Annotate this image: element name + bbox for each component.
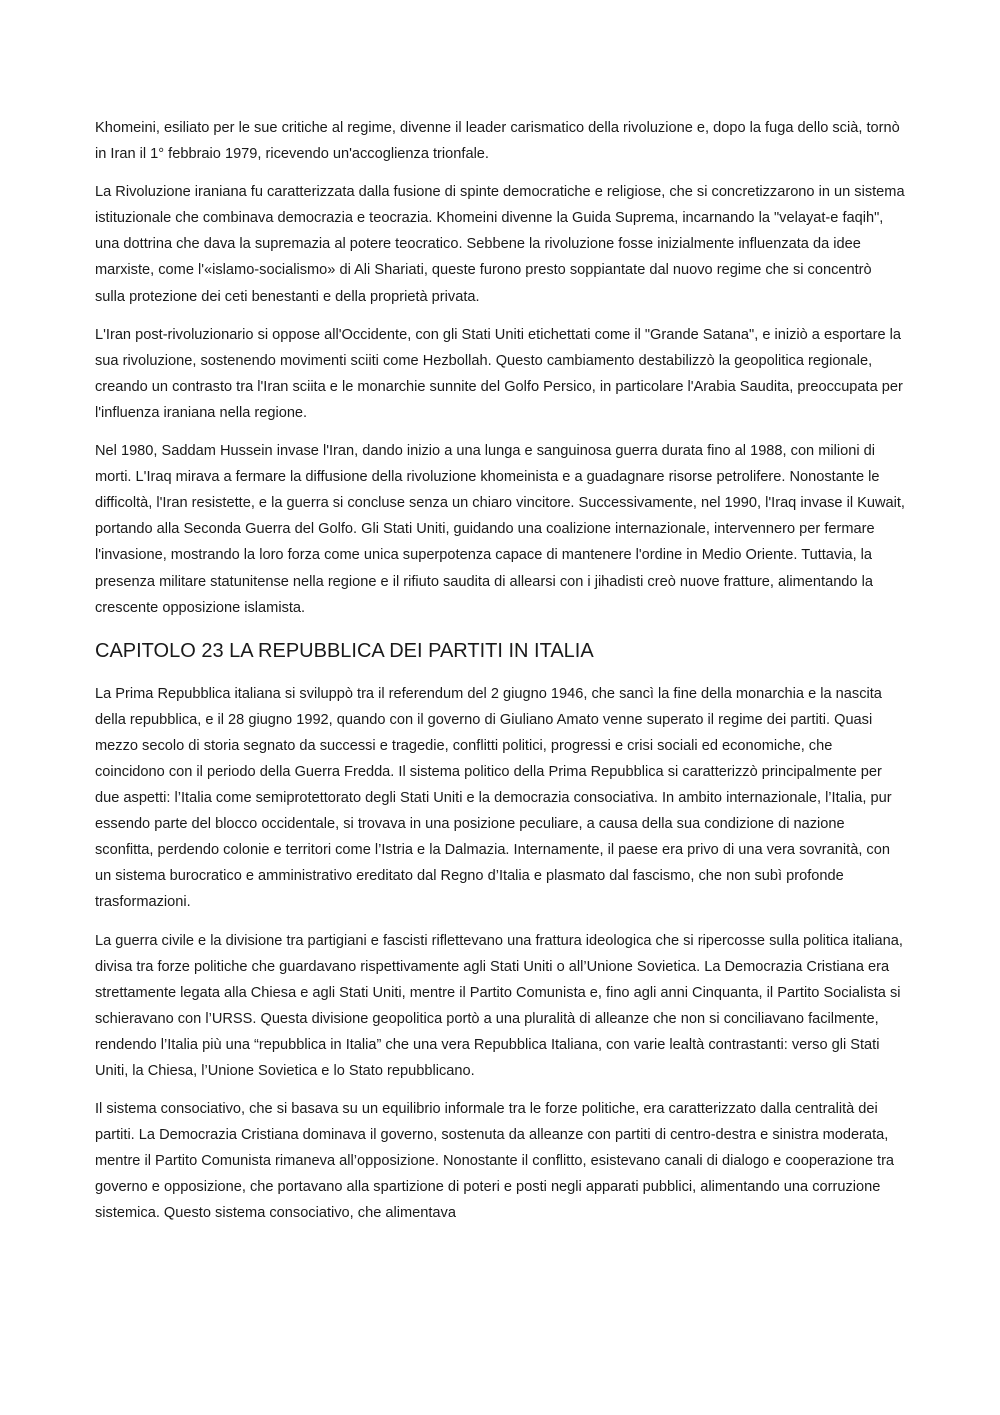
paragraph-iran-iraq-war: Nel 1980, Saddam Hussein invase l'Iran, dando inizio a una lunga e sanguinosa guerra durata fino al 1988, con milioni di morti. L'Iraq mirava a fermare la diffusione della rivoluzione khomeinista e a guadagnare risorse petrolifere. Nonostante le difficoltà, l'Iran resistette, e la guerra si concluse senza un chiaro vincitore. Successivamente, nel 1990, l'Iraq invase il Kuwait, portando alla Seconda Guerra del Golfo. Gli Stati Uniti, guidando una coalizione internazionale, intervennero per fermare l'invasione, mostrando la loro forza come unica superpotenza capace di mantenere l'ordine in Medio Oriente. Tuttavia, la presenza militare statunitense nella regione e il rifiuto saudita di allearsi con i jihadisti creò nuove fratture, alimentando la crescente opposizione islamista. bbox=[95, 443, 905, 616]
paragraph-khomeini-return: Khomeini, esiliato per le sue critiche al regime, divenne il leader carismatico della rivoluzione e, dopo la fuga dello scià, tornò in Iran il 1° febbraio 1979, ricevendo un'accoglienza trionfale. bbox=[95, 120, 900, 163]
paragraph-iranian-revolution: La Rivoluzione iraniana fu caratterizzata dalla fusione di spinte democratiche e religiose, che si concretizzarono in un sistema istituzionale che combinava democrazia e teocrazia. Khomeini divenne la Guida Suprema, incarnando la "velayat-e faqih", una dottrina che dava la supremazia al potere teocratico. Sebbene la rivoluzione fosse inizialmente influenzata da idee marxiste, come l'«islamo-socialismo» di Ali Shariati, queste furono presto soppiantate dal nuovo regime che si concentrò sulla protezione dei ceti benestanti e della proprietà privata. bbox=[95, 184, 905, 305]
paragraph-first-republic: La Prima Repubblica italiana si sviluppò tra il referendum del 2 giugno 1946, che sancì la fine della monarchia e la nascita della repubblica, e il 28 giugno 1992, quando con il governo di Giuliano Amato venne superato il regime dei partiti. Quasi mezzo secolo di storia segnato da successi e tragedie, conflitti politici, progressi e crisi sociali ed economiche, che coincidono con il periodo della Guerra Fredda. Il sistema politico della Prima Repubblica si caratterizzò principalmente per due aspetti: l’Italia come semiprotettorato degli Stati Uniti e la democrazia consociativa. In ambito internazionale, l’Italia, pur essendo parte del blocco occidentale, si trovava in una posizione peculiare, a causa della sua condizione di nazione sconfitta, perdendo colonie e territori come l’Istria e la Dalmazia. Internamente, il paese era privo di una vera sovranità, con un sistema burocratico e amministrativo ereditato dal Regno d’Italia e plasmato dal fascismo, che non subì profonde trasformazioni. bbox=[95, 685, 892, 911]
paragraph-civil-war-division: La guerra civile e la divisione tra partigiani e fascisti riflettevano una frattura ideologica che si ripercosse sulla politica italiana, divisa tra forze politiche che guardavano rispettivamente agli Stati Uniti o all’Unione Sovietica. La Democrazia Cristiana era strettamente legata alla Chiesa e agli Stati Uniti, mentre il Partito Comunista e, fino agli anni Cinquanta, il Partito Socialista si schieravano con l’URSS. Questa divisione geopolitica portò a una pluralità di alleanze che non si conciliavano facilmente, rendendo l’Italia più una “repubblica in Italia” che una vera Repubblica Italiana, con varie lealtà contrastanti: verso gli Stati Uniti, la Chiesa, l’Unione Sovietica e lo Stato repubblicano. bbox=[95, 932, 903, 1079]
chapter-heading: CAPITOLO 23 LA REPUBBLICA DEI PARTITI IN ITALIA bbox=[95, 639, 594, 662]
paragraph-consociative-system: Il sistema consociativo, che si basava su un equilibrio informale tra le forze politiche, era caratterizzato dalla centralità dei partiti. La Democrazia Cristiana dominava il governo, sostenuta da alleanze con partiti di centro-destra e sinistra moderata, mentre il Partito Comunista rimaneva all’opposizione. Nonostante il conflitto, esistevano canali di dialogo e cooperazione tra governo e opposizione, che portavano alla spartizione di poteri e posti negli apparati pubblici, alimentando una corruzione sistemica. Questo sistema consociativo, che alimentava bbox=[95, 1101, 895, 1222]
page-content bbox=[95, 115, 905, 1239]
paragraph-post-revolutionary-iran: L'Iran post-rivoluzionario si oppose all'Occidente, con gli Stati Uniti etichettati come il "Grande Satana", e iniziò a esportare la sua rivoluzione, sostenendo movimenti sciiti come Hezbollah. Questo cambiamento destabilizzò la geopolitica regionale, creando un contrasto tra l'Iran sciita e le monarchie sunnite del Golfo Persico, in particolare l'Arabia Saudita, preoccupata per l'influenza iraniana nella regione. bbox=[95, 326, 903, 421]
